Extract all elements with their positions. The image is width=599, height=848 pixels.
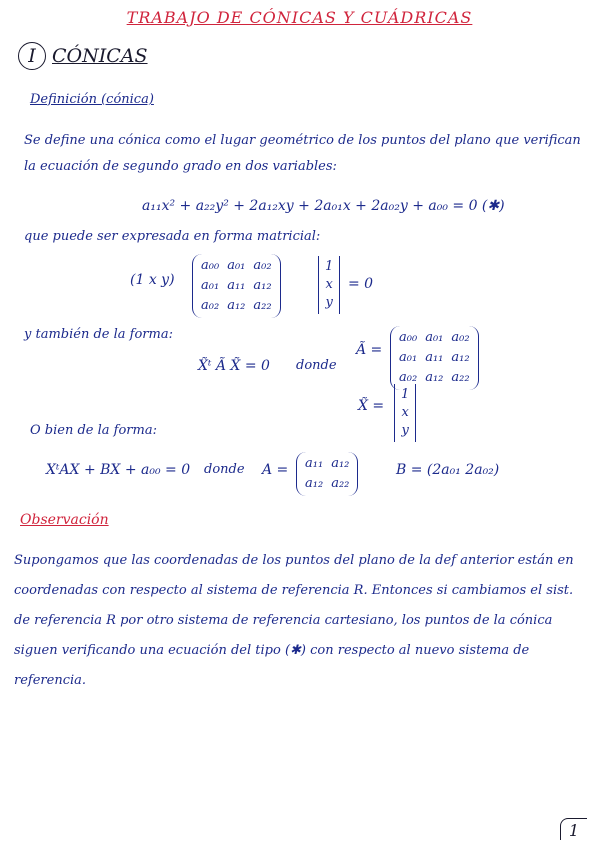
matrix-entry: a₁₁ — [305, 456, 324, 471]
vector-entry: 1 — [325, 259, 334, 274]
observation-heading: Observación — [20, 512, 109, 528]
matrix-entry: a₁₁ — [227, 278, 246, 293]
equals-zero: = 0 — [348, 276, 374, 292]
vector-entry: 1 — [401, 387, 410, 402]
definition-heading: Definición (cónica) — [30, 92, 154, 107]
xtilde-vector — [394, 384, 416, 442]
matrix-entry: a₁₂ — [425, 370, 444, 385]
atilde-matrix — [390, 326, 479, 390]
matrix-entry: a₂₂ — [451, 370, 470, 385]
reduced-equation: XᵗAX + BX + a₀₀ = 0 — [46, 462, 191, 478]
a-label: A = — [262, 462, 289, 478]
matrix-entry: a₀₀ — [201, 258, 220, 273]
row-vector: (1 x y) — [130, 272, 175, 288]
compact-equation: X̃ᵗ Ã X̃ = 0 — [198, 358, 270, 374]
a-matrix — [296, 452, 358, 496]
page-title-text: TRABAJO DE CÓNICAS Y CUÁDRICAS — [126, 8, 473, 27]
matrix-entry: a₁₂ — [331, 456, 350, 471]
matrix-entry: a₁₂ — [227, 298, 246, 313]
matrix-entry: a₁₂ — [253, 278, 272, 293]
vector-entry: x — [325, 277, 333, 292]
matrix-entry: a₀₁ — [425, 330, 444, 345]
matrix-entry: a₀₁ — [227, 258, 246, 273]
vector-entry: y — [401, 423, 409, 438]
where-word: donde — [296, 358, 337, 373]
matrix-entry: a₀₂ — [253, 258, 272, 273]
matrix-entry: a₀₂ — [201, 298, 220, 313]
observation-text: Supongamos que las coordenadas de los puntos del plano de la def anterior están en coordenadas con respecto al sistema de referencia R. Entonces si cambiamos el sist. de referencia R por otro sistema de referencia cartesiano, los puntos de la cónica siguen verificando una ecuación del tipo (✱) con respecto al nuevo sistema de referencia. — [14, 553, 574, 688]
matrix-intro: que puede ser expresada en forma matricial: — [24, 229, 321, 244]
where-word-2: donde — [204, 462, 245, 477]
general-equation: a₁₁x² + a₂₂y² + 2a₁₂xy + 2a₀₁x + 2a₀₂y + a₀₀ = 0 (✱) — [142, 198, 505, 214]
section-name: CÓNICAS — [52, 45, 148, 67]
full-matrix — [192, 254, 281, 318]
also-form-text: y también de la forma: — [24, 327, 173, 342]
column-vector — [318, 256, 340, 314]
atilde-label: Ã = — [356, 342, 383, 358]
matrix-entry: a₁₂ — [305, 476, 324, 491]
matrix-entry: a₀₁ — [201, 278, 220, 293]
matrix-entry: a₀₂ — [399, 370, 418, 385]
matrix-entry: a₂₂ — [253, 298, 272, 313]
b-equation: B = (2a₀₁ 2a₀₂) — [396, 462, 500, 478]
matrix-entry: a₀₀ — [399, 330, 418, 345]
vector-entry: x — [401, 405, 409, 420]
matrix-entry: a₁₁ — [425, 350, 444, 365]
section-number: I — [18, 42, 46, 70]
vector-entry: y — [325, 295, 333, 310]
page-number: 1 — [560, 818, 587, 840]
matrix-entry: a₂₂ — [331, 476, 350, 491]
matrix-entry: a₀₂ — [451, 330, 470, 345]
page-title — [0, 8, 599, 27]
matrix-entry: a₁₂ — [451, 350, 470, 365]
section-heading — [18, 42, 148, 70]
or-form-text: O bien de la forma: — [30, 423, 157, 438]
xtilde-label: X̃ = — [358, 398, 385, 414]
matrix-entry: a₀₁ — [399, 350, 418, 365]
definition-text: Se define una cónica como el lugar geométrico de los puntos del plano que verifican la ecuación de segundo grado en dos variables: — [24, 133, 581, 174]
